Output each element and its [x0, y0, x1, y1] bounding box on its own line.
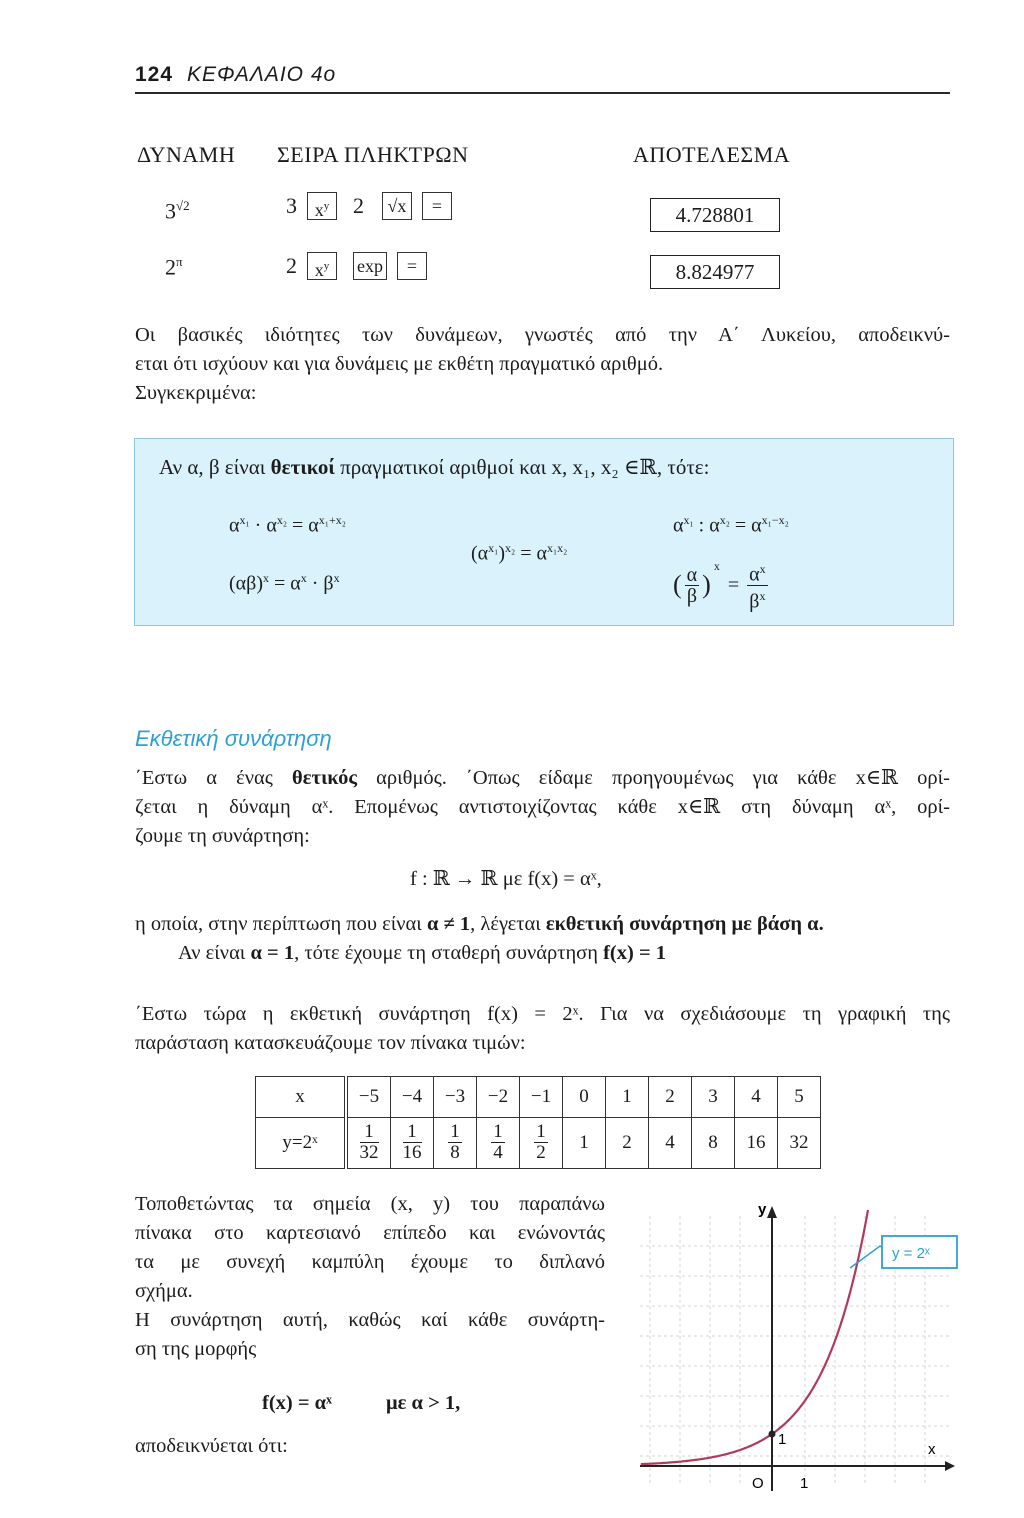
- formula-condition: με α > 1,: [386, 1392, 461, 1414]
- formula-base: α: [673, 514, 684, 537]
- power-exponent: π: [176, 254, 183, 269]
- definition-line: [135, 910, 955, 939]
- property-power-of-power: $(\alpha^{x_1})^{x_2} = \alpha^{x_1x_2}$: [471, 541, 568, 565]
- section-title: Εκθετική συνάρτηση: [135, 726, 332, 751]
- para-line: παράσταση κατασκευάζουμε τον πίνακα τιμών:: [135, 1032, 526, 1054]
- table-cell: 0: [563, 1077, 606, 1118]
- table-header-x: x: [256, 1077, 347, 1118]
- col-header-power: ΔΥΝΑΜΗ: [137, 142, 236, 167]
- table-cell: [434, 1118, 477, 1169]
- result-box-2: 8.824977: [650, 255, 780, 289]
- table-cell: 4: [649, 1118, 692, 1169]
- key-label: x: [314, 260, 324, 280]
- table-header-y: y=2ˣ: [256, 1118, 347, 1169]
- para-line: Οι βασικές ιδιότητες των δυνάμεων, γνωστές από την Α΄ Λυκείου, αποδεικνύ-: [135, 324, 950, 346]
- power-base: 3: [165, 198, 176, 224]
- table-cell: 32: [778, 1118, 821, 1169]
- para-line: Η συνάρτηση αυτή, καθώς καί κάθε συνάρτη-: [135, 1309, 605, 1331]
- table-cell: −5: [346, 1077, 391, 1118]
- property-quotient-power: ( $\frac{\alpha}{\beta}$ ) $^x$ = $\frac{\alpha^x}{\beta^x}$: [673, 559, 766, 613]
- text: , λέγεται: [470, 913, 546, 935]
- property-quotient: $\alpha^{x_1}$ : $\alpha^{x_2} = \alpha^{x_1-x_2}$: [673, 513, 789, 537]
- table-cell: −4: [391, 1077, 434, 1118]
- para-line: ΄Εστω τώρα η εκθετική συνάρτηση f(x) = 2ˣ. Για να σχεδιάσουμε τη γραφική της: [135, 1003, 950, 1025]
- para-line: Τοποθετώντας τα σημεία (x, y) του παραπάνω: [135, 1193, 605, 1215]
- table-cell: 2: [649, 1077, 692, 1118]
- header-rule: [135, 92, 950, 94]
- x-axis-arrow-icon: [945, 1461, 955, 1471]
- text: Αν είναι: [178, 942, 251, 964]
- table-cell: 16: [735, 1118, 778, 1169]
- origin-label: O: [752, 1475, 764, 1492]
- key-sequence-row-1: [286, 192, 452, 220]
- table-cell: 1: [563, 1118, 606, 1169]
- key-exp: exp: [353, 252, 387, 280]
- para-line: σχήμα.: [135, 1280, 193, 1302]
- power-2-pi: [165, 254, 183, 280]
- para-line: ζεται η δύναμη αˣ. Επομένως αντιστοιχίζοντας κάθε x∈ℝ στη δύναμη αˣ, ορί-: [135, 796, 950, 818]
- col-header-result: ΑΠΟΤΕΛΕΣΜΑ: [633, 142, 791, 167]
- fraction: $\frac{\alpha}{\beta}$: [686, 563, 698, 607]
- key-digit: 2: [353, 193, 364, 218]
- table-cell: 2: [606, 1118, 649, 1169]
- para-line: εται ότι ισχύουν και για δυνάμεις με εκθέτη πραγματικό αριθμό.: [135, 353, 664, 375]
- table-cell: [346, 1118, 391, 1169]
- frac-den: 2: [536, 1142, 546, 1163]
- key-sqrt: √x: [382, 192, 412, 220]
- properties-box: [134, 438, 954, 626]
- curve-label: y = 2ˣ: [892, 1245, 930, 1262]
- para-line: [135, 764, 950, 793]
- power-3-sqrt2: [165, 198, 190, 224]
- running-header: [135, 62, 336, 87]
- key-sup: y: [323, 260, 330, 272]
- property-product: $\alpha^{x_1} \cdot \alpha^{x_2} = \alpha^{x_1+x_2}$: [229, 513, 346, 537]
- function-definition: f : ℝ → ℝ με f(x) = αˣ,: [410, 868, 602, 890]
- table-cell: 3: [692, 1077, 735, 1118]
- property-product-power: $(\alpha\beta)^x = \alpha^x \cdot \beta^x$: [229, 571, 340, 595]
- box-intro-text: Αν α, β είναι: [159, 455, 271, 479]
- constant-case-line: [178, 939, 666, 968]
- frac-den: 16: [402, 1142, 422, 1163]
- box-intro-bold: θετικοί: [270, 455, 335, 479]
- formula-base: (αβ): [229, 572, 263, 595]
- key-sequence-row-2: [286, 252, 427, 280]
- bold-text: εκθετική συνάρτηση με βάση α.: [545, 913, 824, 935]
- frac-num: 1: [450, 1121, 460, 1142]
- para-line: πίνακα στο καρτεσιανό επίπεδο και ενώνοντάς: [135, 1222, 605, 1244]
- frac-num: 1: [536, 1121, 546, 1142]
- result-box-1: 4.728801: [650, 198, 780, 232]
- key-sup: y: [323, 200, 330, 212]
- para-line: ση της μορφής: [135, 1338, 257, 1360]
- key-equals: =: [397, 252, 427, 280]
- key-digit: 2: [286, 253, 297, 278]
- bold-text: θετικός: [292, 767, 357, 789]
- formula-paren: (: [673, 570, 682, 600]
- table-cell: −3: [434, 1077, 477, 1118]
- table-cell: 8: [692, 1118, 735, 1169]
- text: αριθμός. ΄Οπως είδαμε προηγουμένως για κάθε x∈ℝ ορί-: [357, 767, 951, 789]
- text: η οποία, στην περίπτωση που είναι: [135, 913, 427, 935]
- text: , τότε έχουμε τη σταθερή συνάρτηση: [294, 942, 604, 964]
- bold-text: α ≠ 1: [426, 913, 471, 935]
- page-number: 124: [135, 63, 174, 86]
- table-cell: −2: [477, 1077, 520, 1118]
- box-intro: [159, 455, 709, 480]
- intro-paragraph: [135, 321, 950, 408]
- table-cell: [391, 1118, 434, 1169]
- power-base: 2: [165, 254, 176, 280]
- y-axis-label: y: [758, 1201, 767, 1218]
- para-line: ζουμε τη συνάρτηση:: [135, 825, 310, 847]
- frac-den: 4: [493, 1142, 503, 1163]
- chapter-title: ΚΕΦΑΛΑΙΟ 4ο: [187, 63, 337, 86]
- key-x-pow-y: [307, 252, 337, 280]
- col-header-keys: ΣΕΙΡΑ ΠΛΗΚΤΡΩΝ: [277, 142, 469, 167]
- box-intro-text: πραγματικοί αριθμοί και x, x₁, x₂ ∈ℝ, τότε:: [334, 455, 710, 479]
- power-exponent: √2: [176, 198, 190, 213]
- key-label: x: [314, 200, 324, 220]
- table-cell: [520, 1118, 563, 1169]
- side-paragraph: [135, 1190, 605, 1364]
- para-line: τα με συνεχή καμπύλη έχουμε το διπλανό: [135, 1251, 605, 1273]
- table-row: [256, 1077, 821, 1118]
- frac-num: 1: [360, 1122, 379, 1143]
- point-0-1: [769, 1431, 776, 1438]
- para-line: Συγκεκριμένα:: [135, 382, 257, 404]
- x-axis-label: x: [928, 1441, 936, 1458]
- proven-line: αποδεικνύεται ότι:: [135, 1435, 288, 1457]
- formula-base: (α: [471, 542, 489, 565]
- table-cell: −1: [520, 1077, 563, 1118]
- key-x-pow-y: [307, 192, 337, 220]
- formula-fx: f(x) = αˣ: [262, 1392, 332, 1414]
- section-paragraph-1: [135, 764, 950, 851]
- values-table: [255, 1076, 821, 1169]
- frac-den: 8: [450, 1142, 460, 1163]
- y-one-label: 1: [778, 1431, 787, 1448]
- table-cell: 5: [778, 1077, 821, 1118]
- bold-text: α = 1: [250, 942, 295, 964]
- formula-base: α: [229, 514, 240, 537]
- y-axis-arrow-icon: [767, 1206, 777, 1218]
- x-one-label: 1: [800, 1475, 809, 1492]
- text: ΄Εστω α ένας: [135, 767, 293, 789]
- key-digit: 3: [286, 193, 297, 218]
- exponential-graph: [640, 1196, 960, 1496]
- frac-num: 1: [493, 1121, 503, 1142]
- fraction: $\frac{\alpha^x}{\beta^x}$: [747, 559, 767, 611]
- key-equals: =: [422, 192, 452, 220]
- bold-text: f(x) = 1: [603, 942, 667, 964]
- frac-den: 32: [359, 1142, 379, 1163]
- section-paragraph-2: [135, 1000, 950, 1058]
- table-row: [256, 1118, 821, 1169]
- table-cell: [477, 1118, 520, 1169]
- table-cell: 4: [735, 1077, 778, 1118]
- table-cell: 1: [606, 1077, 649, 1118]
- frac-num: 1: [403, 1122, 422, 1143]
